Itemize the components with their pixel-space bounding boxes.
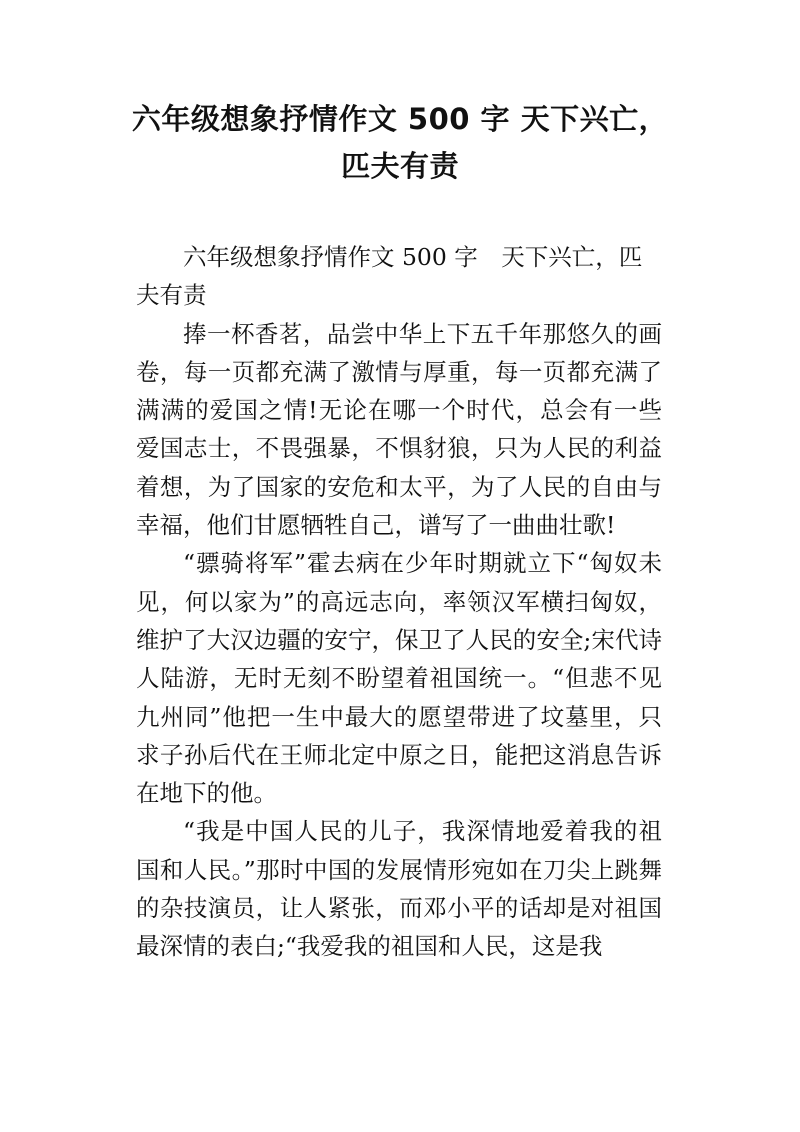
paragraph: “骠骑将军”霍去病在少年时期就立下“匈奴未见，何以家为”的高远志向，率领汉军横扫匈奴，维护了大汉边疆的安宁，保卫了人民的安全;宋代诗人陆游，无时无刻不盼望着祖国统一。“但悲不见九州同”他把一生中最大的愿望带进了坟墓里，只求子孙后代在王师北定中原之日，能把这消息告诉在地下的他。 [136, 549, 662, 808]
paragraph: 捧一杯香茗，品尝中华上下五千年那悠久的画卷，每一页都充满了激情与厚重，每一页都充满了满满的爱国之情!无论在哪一个时代，总会有一些爱国志士，不畏强暴，不惧豺狼，只为人民的利益着想，为了国家的安危和太平，为了人民的自由与幸福，他们甘愿牺牲自己，谱写了一曲曲壮歌! [136, 319, 662, 540]
document-title [100, 96, 700, 190]
paragraph-intro: 六年级想象抒情作文 500 字 天下兴亡，匹夫有责 [136, 243, 643, 310]
title-line-1: 六年级想象抒情作文 500 字 天下兴亡， [131, 102, 669, 136]
title-line-2: 匹夫有责 [340, 149, 459, 183]
paragraph: “我是中国人民的儿子，我深情地爱着我的祖国和人民。”那时中国的发展情形宛如在刀尖上跳舞的杂技演员，让人紧张，而邓小平的话却是对祖国最深情的表白;“我爱我的祖国和人民，这是我 [136, 817, 662, 961]
document-body [136, 238, 662, 966]
